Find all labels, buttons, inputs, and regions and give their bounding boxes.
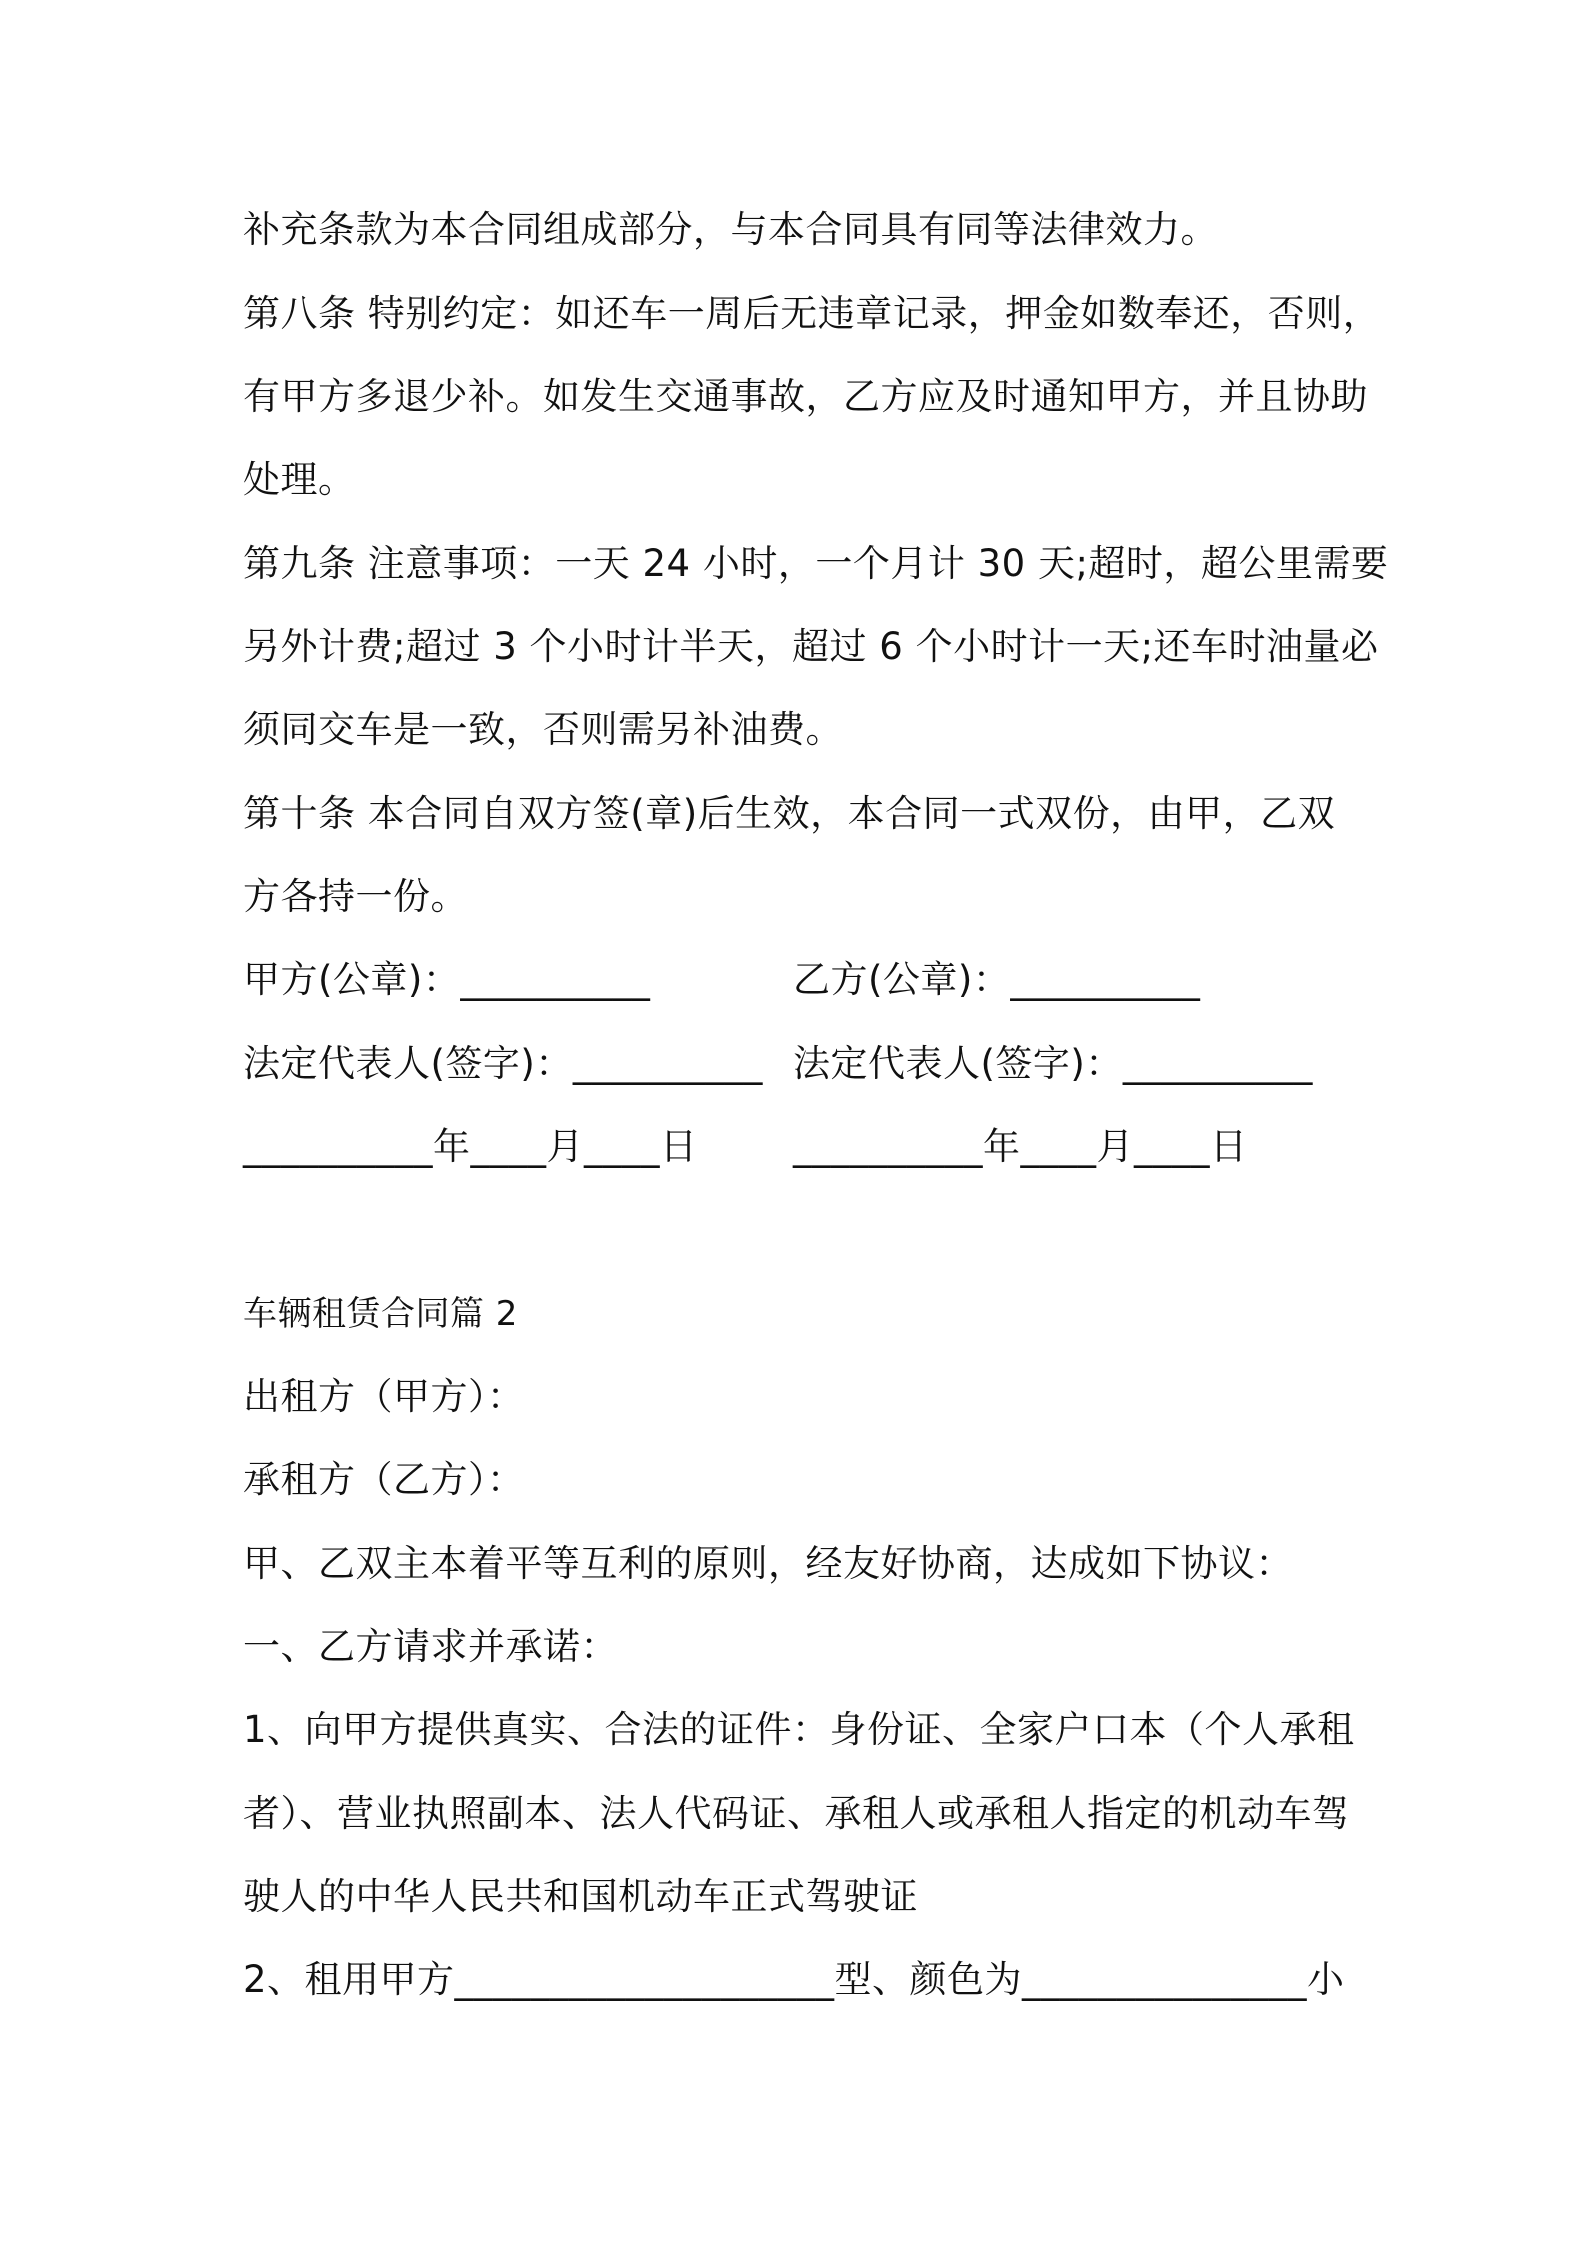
clause-line: 2、租用甲方____________________型、颜色为_______________小 xyxy=(243,1958,1345,2001)
clause-heading: 一、乙方请求并承诺： xyxy=(243,1625,618,1668)
section-title: 车辆租赁合同篇 2 xyxy=(243,1294,518,1334)
body-line: 补充条款为本合同组成部分，与本合同具有同等法律效力。 xyxy=(243,208,1218,251)
lessor-line: 出租方（甲方）： xyxy=(243,1375,525,1418)
body-line: 另外计费;超过 3 个小时计半天，超过 6 个小时计一天;还车时油量必 xyxy=(243,625,1379,668)
article-8-line: 第八条 特别约定：如还车一周后无违章记录，押金如数奉还，否则， xyxy=(243,292,1381,335)
body-line: 须同交车是一致，否则需另补油费。 xyxy=(243,708,843,751)
party-b-seal-field: 乙方(公章)：__________ xyxy=(793,958,1201,1001)
body-line: 方各持一份。 xyxy=(243,875,468,918)
party-b-representative-field: 法定代表人(签字)：__________ xyxy=(793,1042,1313,1085)
clause-line: 驶人的中华人民共和国机动车正式驾驶证 xyxy=(243,1875,918,1918)
party-b-date-field: __________年____月____日 xyxy=(793,1125,1248,1168)
article-10-line: 第十条 本合同自双方签(章)后生效，本合同一式双份，由甲，乙双 xyxy=(243,792,1336,835)
lessee-line: 承租方（乙方）： xyxy=(243,1458,525,1501)
party-a-seal-field: 甲方(公章)：__________ xyxy=(243,958,651,1001)
clause-line: 1、向甲方提供真实、合法的证件：身份证、全家户口本（个人承租 xyxy=(243,1708,1355,1751)
body-line: 有甲方多退少补。如发生交通事故，乙方应及时通知甲方，并且协助 xyxy=(243,375,1368,418)
body-line: 处理。 xyxy=(243,458,356,501)
preamble-line: 甲、乙双主本着平等互利的原则，经友好协商，达成如下协议： xyxy=(243,1542,1293,1585)
article-9-line: 第九条 注意事项：一天 24 小时，一个月计 30 天;超时，超公里需要 xyxy=(243,542,1389,585)
clause-line: 者）、营业执照副本、法人代码证、承租人或承租人指定的机动车驾 xyxy=(243,1792,1350,1835)
party-a-representative-field: 法定代表人(签字)：__________ xyxy=(243,1042,763,1085)
party-a-date-field: __________年____月____日 xyxy=(243,1125,698,1168)
